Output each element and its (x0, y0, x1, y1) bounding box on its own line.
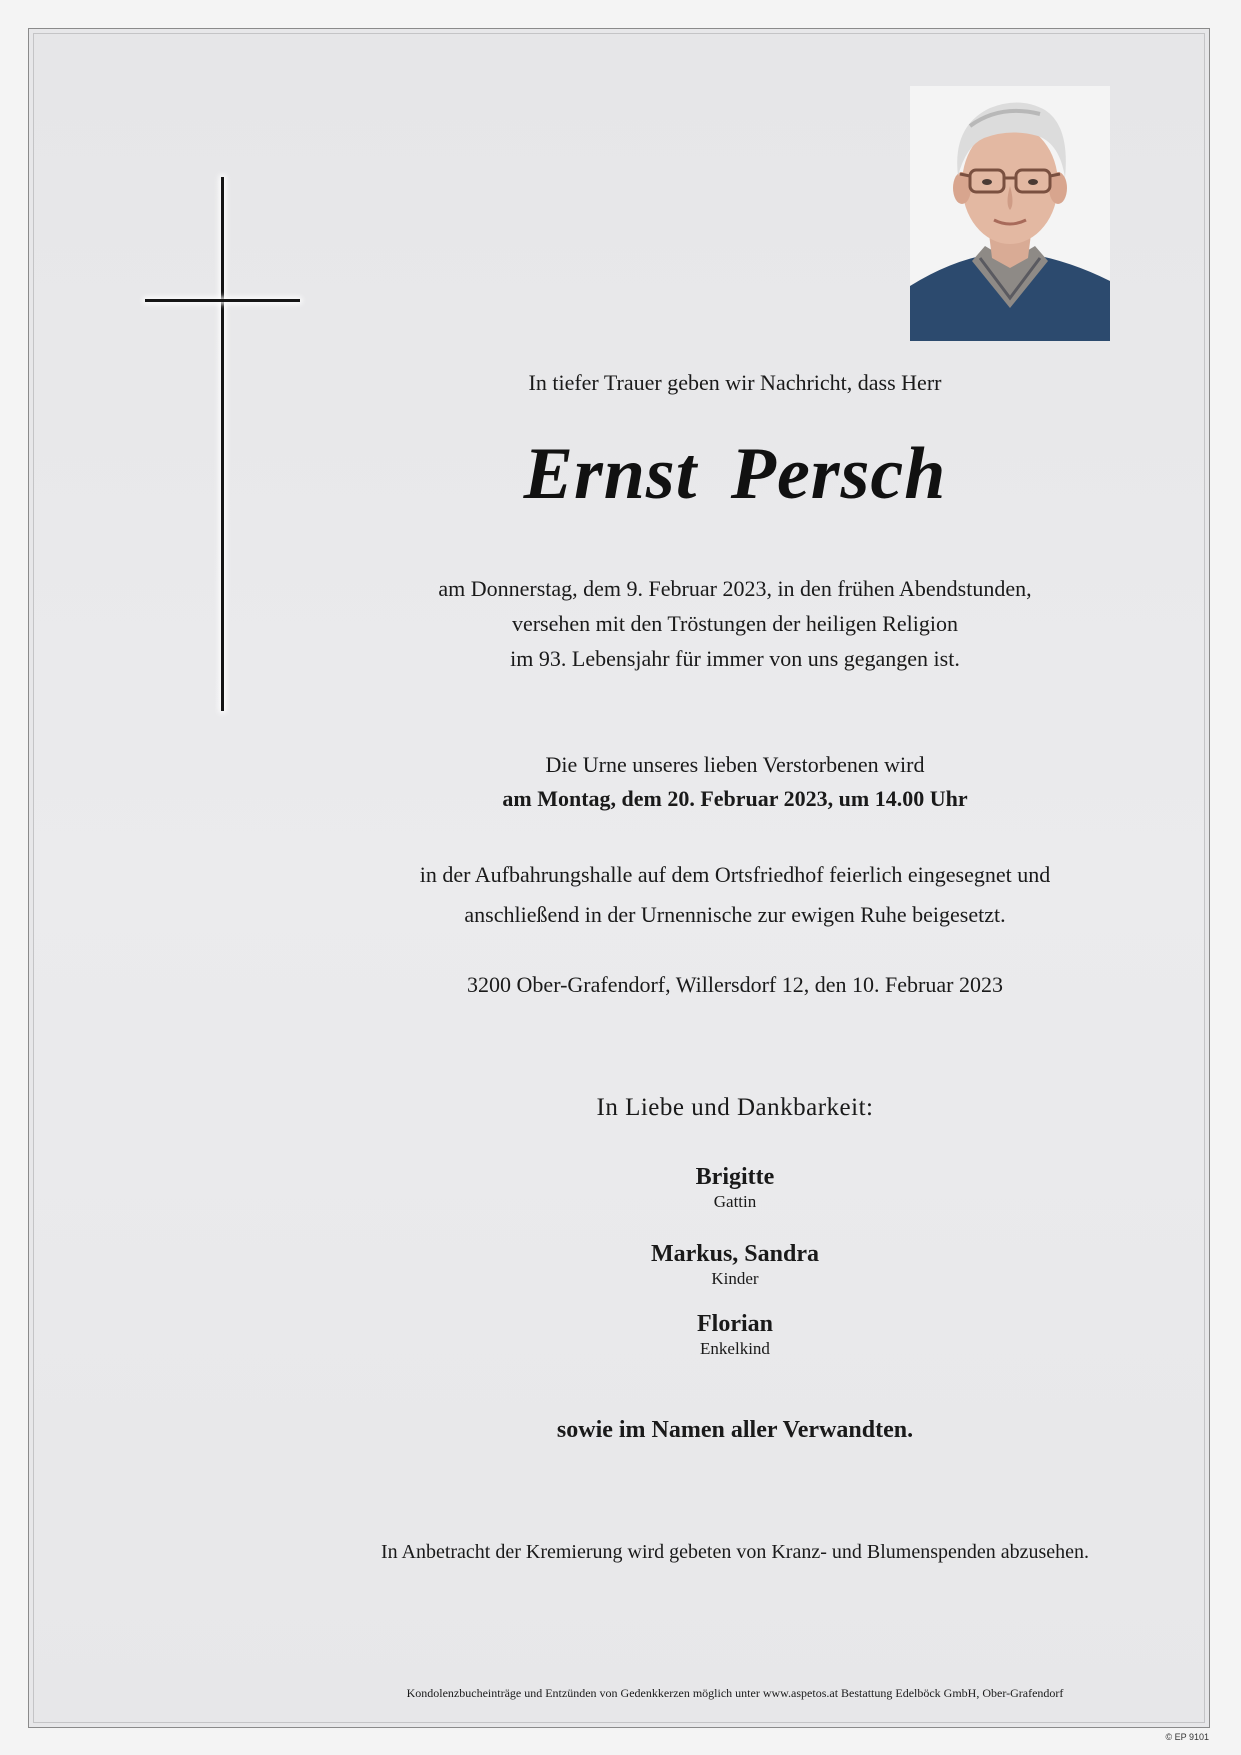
mourner-entry (300, 1311, 1170, 1359)
burial-paragraph (300, 855, 1170, 935)
footer-note: Kondolenzbucheinträge und Entzünden von Gedenkkerzen möglich unter www.aspetos.at Bestattung Edelböck GmbH, Ober-Grafendorf (406, 1686, 1064, 1700)
relatives-line: sowie im Namen aller Verwandten. (556, 1417, 914, 1443)
burial-line: anschließend in der Urnennische zur ewigen Ruhe beigesetzt. (464, 902, 1006, 927)
mourner-name: Brigitte (695, 1164, 775, 1190)
portrait-illustration (910, 86, 1110, 341)
kremierung-note: In Anbetracht der Kremierung wird gebeten von Kranz- und Blumenspenden abzusehen. (380, 1541, 1090, 1563)
deceased-name: Ernst Persch (523, 433, 947, 515)
mourner-role: Kinder (711, 1269, 759, 1288)
urne-date: am Montag, dem 20. Februar 2023, um 14.00 Uhr (502, 786, 968, 811)
urne-intro: Die Urne unseres lieben Verstorbenen wird (545, 752, 925, 777)
intro-text: In tiefer Trauer geben wir Nachricht, dass Herr (528, 370, 942, 395)
mourner-role: Gattin (713, 1192, 757, 1211)
cross-icon-bar (145, 299, 300, 302)
in-liebe-heading: In Liebe und Dankbarkeit: (596, 1094, 874, 1121)
mourner-name: Florian (697, 1311, 773, 1337)
portrait-photo (910, 86, 1110, 341)
burial-line: in der Aufbahrungshalle auf dem Ortsfriedhof feierlich eingesegnet und (419, 862, 1051, 887)
mourner-role: Enkelkind (700, 1339, 770, 1358)
mourner-name: Markus, Sandra (650, 1241, 820, 1267)
print-code: © EP 9101 (1165, 1732, 1209, 1742)
death-line: am Donnerstag, dem 9. Februar 2023, in den frühen Abendstunden, (438, 576, 1032, 601)
address-date: 3200 Ober-Grafendorf, Willersdorf 12, den 10. Februar 2023 (467, 972, 1003, 997)
death-paragraph (300, 571, 1170, 676)
mourner-entry (300, 1164, 1170, 1212)
death-line: im 93. Lebensjahr für immer von uns gegangen ist. (510, 646, 960, 671)
cross-icon (221, 177, 224, 711)
death-line: versehen mit den Tröstungen der heiligen Religion (511, 611, 959, 636)
mourner-entry (300, 1241, 1170, 1289)
